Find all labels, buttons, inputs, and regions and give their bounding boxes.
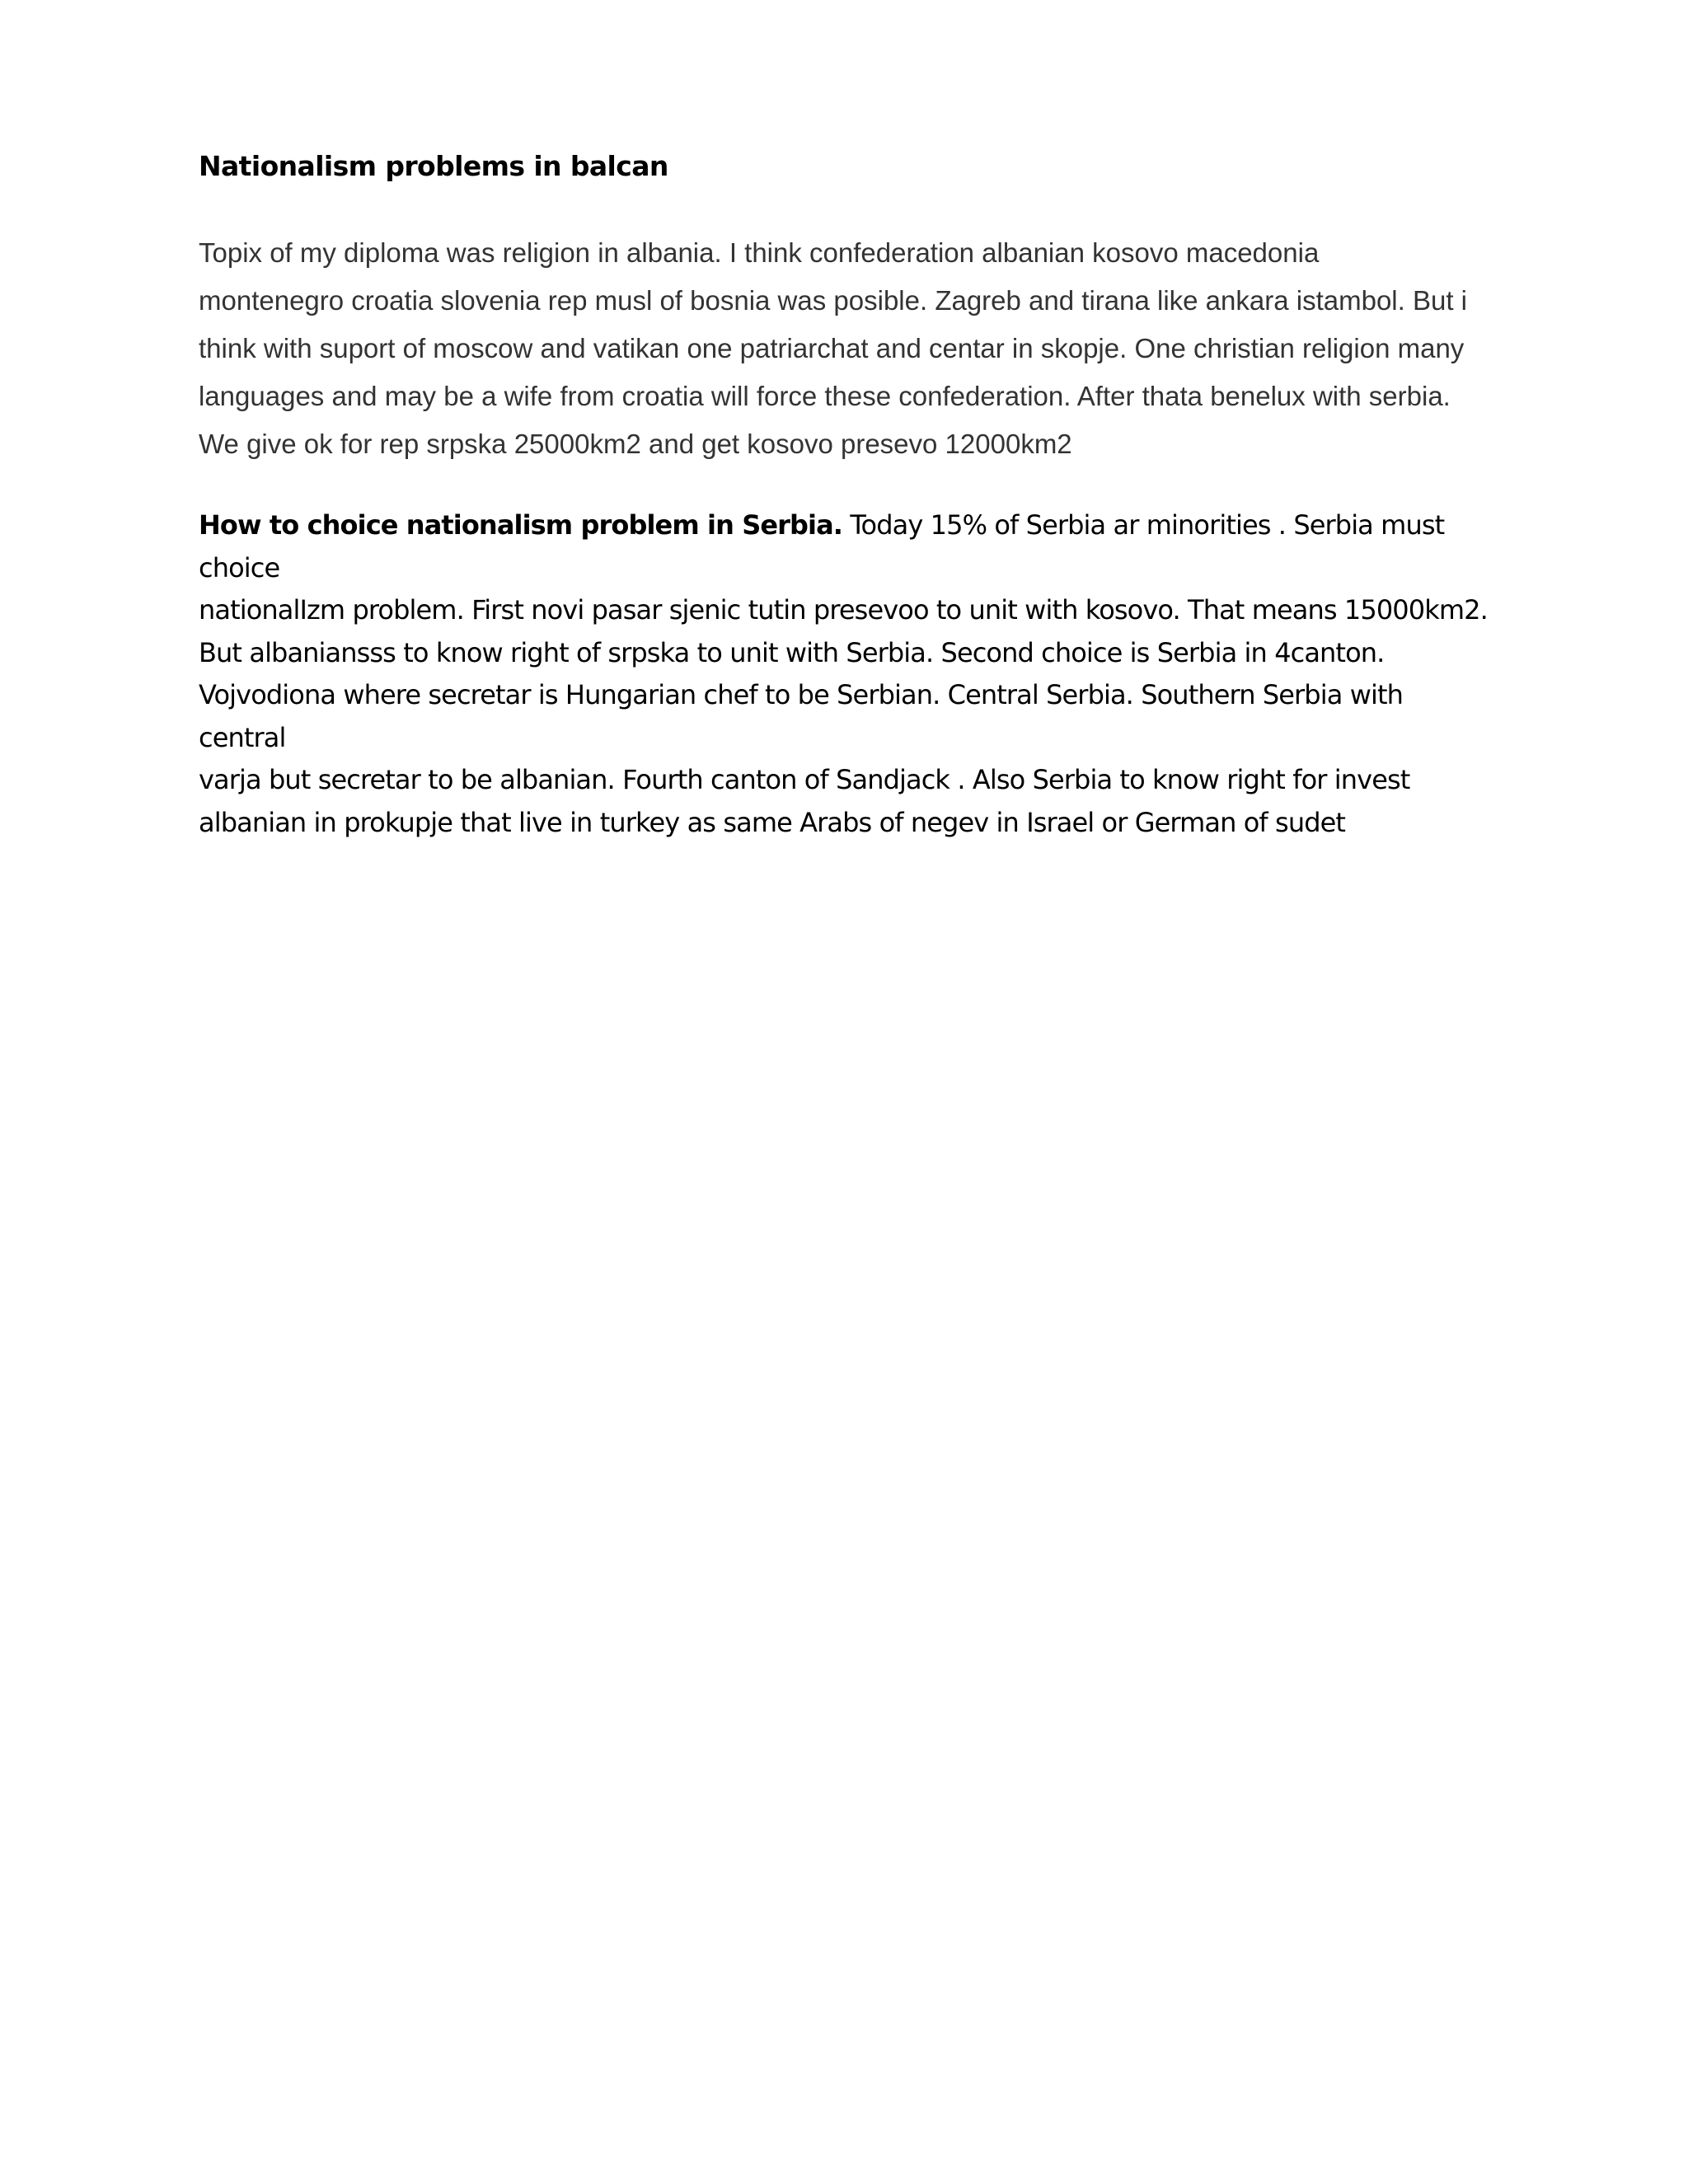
paragraph-serbia-nationalism [199,504,1493,844]
paragraph-serbia-body: Today 15% of Serbia ar minorities . Serbia must choice nationalIzm problem. First novi pasar sjenic tutin presevoo to unit with kosovo. That means 15000km2. But albaniansss to know right of srpska to unit with Serbia. Second choice is Serbia in 4canton. Vojvodiona where secretar is Hungarian chef to be Serbian. Central Serbia. Southern Serbia with central varja but secretar to be albanian. Fourth canton of Sandjack . Also Serbia to know right for invest albanian in prokupje that live in turkey as same Arabs of negev in Israel or German of sudet [199,509,1488,838]
document-title: Nationalism problems in balcan [199,150,668,182]
paragraph-religion-albania: Topix of my diploma was religion in albania. I think confederation albanian kosovo macedonia montenegro croatia slovenia rep musl of bosnia was posible. Zagreb and tirana like ankara istambol. But i think with suport of moscow and vatikan one patriarchat and centar in skopje. One christian religion many languages and may be a wife from croatia will force these confederation. After thata benelux with serbia. We give ok for rep srpska 25000km2 and get kosovo presevo 12000km2 [199,237,1467,459]
paragraph-serbia-lead: How to choice nationalism problem in Serbia. [199,509,843,541]
